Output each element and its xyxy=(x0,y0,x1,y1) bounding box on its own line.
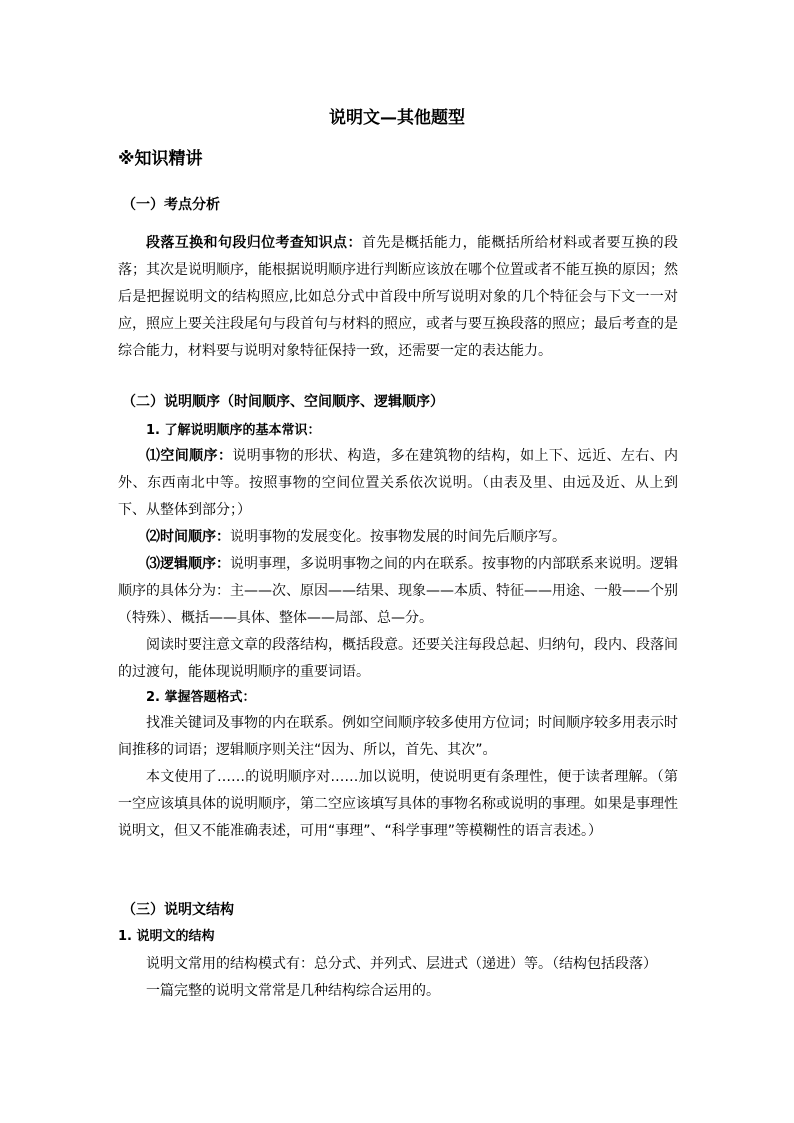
section-1-lead: 段落互换和句段归位考查知识点： xyxy=(146,235,362,251)
structure-line-2: 一篇完整的说明文常常是几种结构综合运用的。 xyxy=(146,983,440,999)
item-time-text: 说明事物的发展变化。按事物发展的时间先后顺序写。 xyxy=(230,529,566,545)
item-time-order xyxy=(118,524,678,551)
section-3-sub-1: 1. 说明文的结构 xyxy=(118,929,215,944)
answer-format-paragraph-2: 本文使用了……的说明顺序对……加以说明，使说明更有条理性，便于读者理解。（第一空应该填具体的说明顺序，第二空应该填写具体的事物名称或说明的事理。如果是事理性说明文，但又不能准确表述，可用“事理”、“科学事理”等模糊性的语言表述。） xyxy=(118,769,678,839)
answer-format-paragraph-1: 找准关键词及事物的内在联系。例如空间顺序较多使用方位词；时间顺序较多用表示时间推移的词语；逻辑顺序则关注“因为、所以，首先、其次”。 xyxy=(118,715,678,758)
item-spatial-text: 说明事物的形状、构造，多在建筑物的结构，如上下、远近、左右、内外、东西南北中等。按照事物的空间位置关系依次说明。（由表及里、由远及近、从上到下、从整体到部分；） xyxy=(118,448,679,518)
section-1-paragraph xyxy=(118,230,678,365)
section-2-sub-2: 2. 掌握答题格式： xyxy=(146,690,256,705)
item-logic-text: 说明事理，多说明事物之间的内在联系。按事物的内部联系来说明。逻辑顺序的具体分为：主——次、原因——结果、现象——本质、特征——用途、一般——个别（特殊）、概括——具体、整体——局部、总—分。 xyxy=(118,556,678,626)
structure-line-1: 说明文常用的结构模式有：总分式、并列式、层进式（递进）等。（结构包括段落） xyxy=(146,956,657,972)
item-spatial-label: ⑴空间顺序： xyxy=(146,448,233,464)
item-logic-label: ⑶逻辑顺序： xyxy=(146,556,230,572)
item-logic-order xyxy=(118,551,678,632)
document-title: 说明文—其他题型 xyxy=(329,108,465,128)
section-1-text: 首先是概括能力，能概括所给材料或者要互换的段落；其次是说明顺序，能根据说明顺序进行判断应该放在哪个位置或者不能互换的原因；然后是把握说明文的结构照应,比如总分式中首段中所写说明对象的几个特征会与下文一一对应，照应上要关注段尾句与段首句与材料的照应，或者与要互换段落的照应；最后考查的是综合能力，材料要与说明对象特征保持一致，还需要一定的表达能力。 xyxy=(118,235,679,359)
reading-tip-paragraph: 阅读时要注意文章的段落结构，概括段意。还要关注每段总起、归纳句，段内、段落间的过渡句，能体现说明顺序的重要词语。 xyxy=(118,637,678,680)
section-2-sub-1: 1. 了解说明顺序的基本常识： xyxy=(146,423,321,438)
section-3-title: （三）说明文结构 xyxy=(122,902,234,918)
section-2-title: （二）说明顺序（时间顺序、空间顺序、逻辑顺序） xyxy=(122,394,444,410)
item-time-label: ⑵时间顺序： xyxy=(146,529,230,545)
section-1-title: （一）考点分析 xyxy=(122,197,220,213)
knowledge-heading: ※知识精讲 xyxy=(118,149,203,169)
item-spatial-order xyxy=(118,443,678,524)
